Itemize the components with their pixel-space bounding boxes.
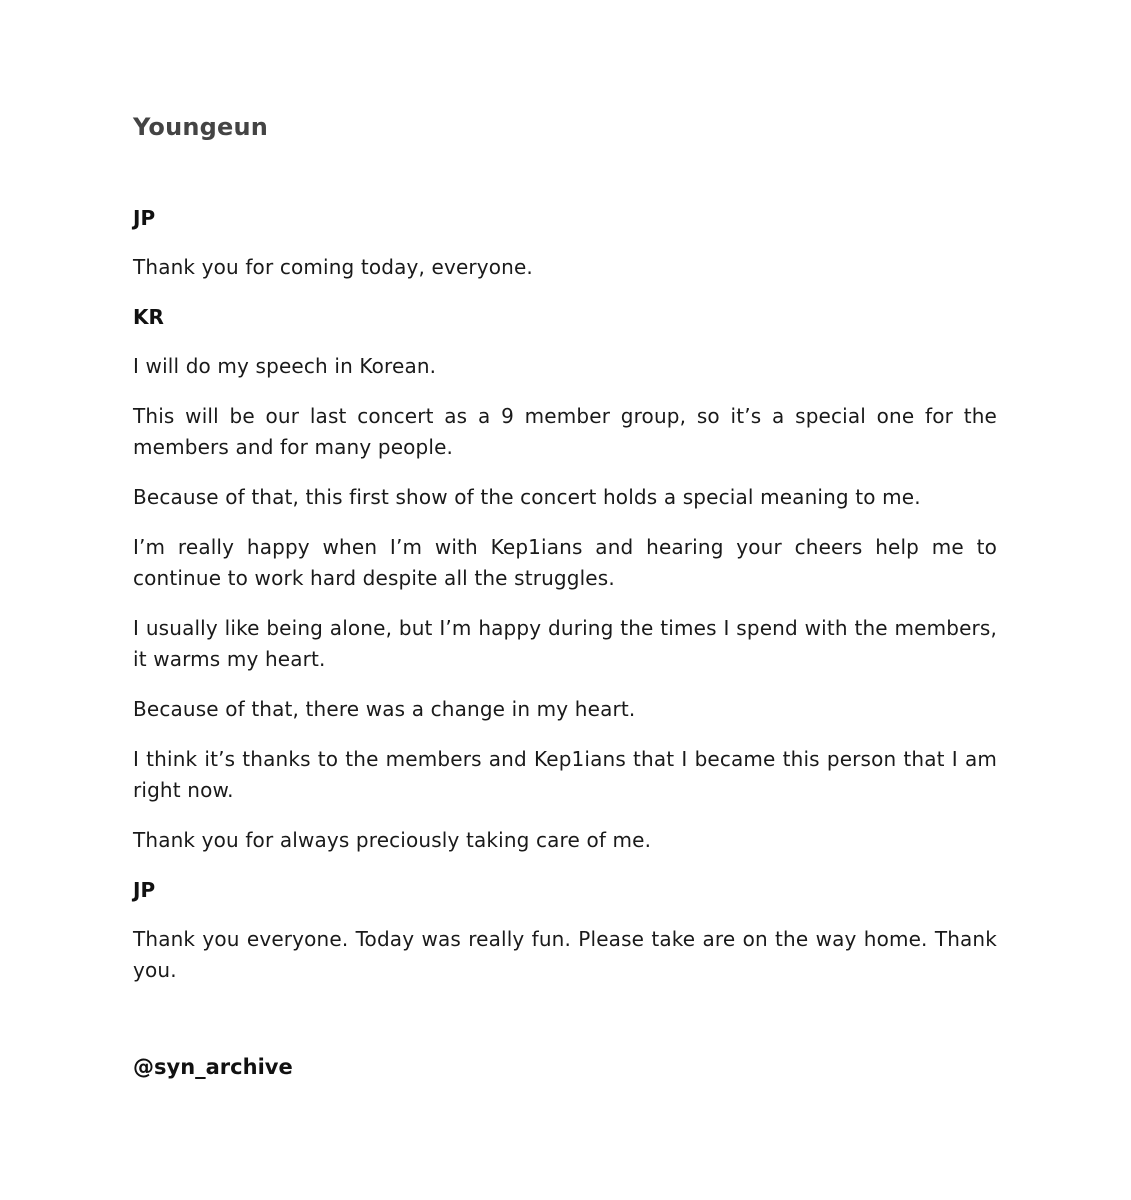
speech-content bbox=[133, 203, 997, 1005]
source-credit: @syn_archive bbox=[133, 1055, 293, 1079]
speech-paragraph: Because of that, there was a change in my heart. bbox=[133, 697, 636, 721]
language-label-kr: KR bbox=[133, 305, 164, 329]
speech-paragraph: This will be our last concert as a 9 member group, so it’s a special one for the members and for many people. bbox=[133, 404, 997, 459]
speech-paragraph: Thank you everyone. Today was really fun. Please take are on the way home. Thank you. bbox=[133, 927, 997, 982]
speech-paragraph: I usually like being alone, but I’m happy during the times I spend with the members, it warms my heart. bbox=[133, 616, 997, 671]
speech-paragraph: Thank you for coming today, everyone. bbox=[133, 255, 533, 279]
language-label-jp: JP bbox=[133, 206, 156, 230]
speech-paragraph: Thank you for always preciously taking care of me. bbox=[133, 828, 652, 852]
speech-paragraph: I think it’s thanks to the members and Kep1ians that I became this person that I am right now. bbox=[133, 747, 997, 802]
speech-paragraph: Because of that, this first show of the concert holds a special meaning to me. bbox=[133, 485, 921, 509]
document-title: Youngeun bbox=[133, 113, 269, 141]
speech-paragraph: I’m really happy when I’m with Kep1ians and hearing your cheers help me to continue to work hard despite all the struggles. bbox=[133, 535, 997, 590]
language-label-jp: JP bbox=[133, 878, 156, 902]
speech-paragraph: I will do my speech in Korean. bbox=[133, 354, 437, 378]
